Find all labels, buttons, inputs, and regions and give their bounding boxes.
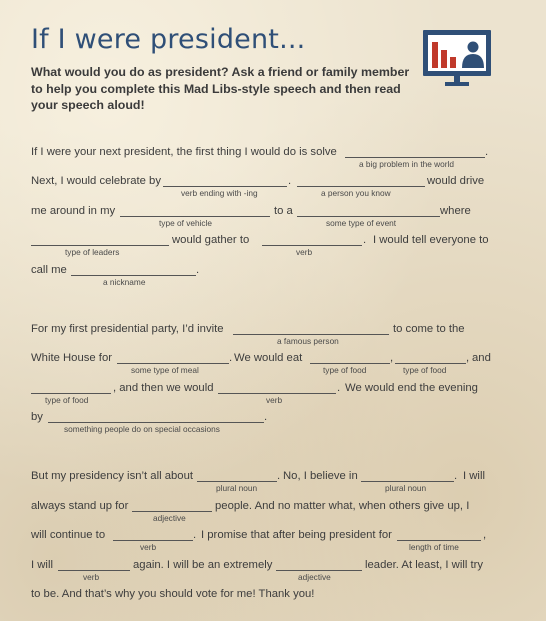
speech-text: No, I believe in [283, 470, 358, 482]
blank-hint: a person you know [321, 188, 391, 198]
blank-hint: verb [83, 572, 100, 582]
speech-text: by [31, 411, 43, 423]
speech-text: call me [31, 264, 67, 276]
speech-text: , [466, 352, 470, 364]
blank-hint: a big problem in the world [359, 159, 455, 169]
speech-text: to come to the [393, 323, 465, 335]
blank-hint: a nickname [103, 277, 146, 287]
speech-text: . [193, 529, 197, 541]
blank-line[interactable] [48, 422, 264, 423]
speech-text: leader. At least, I will try [365, 559, 484, 571]
speech-text: always stand up for [31, 500, 129, 512]
blank-hint: verb [266, 395, 283, 405]
speech-text: will continue to [31, 529, 106, 541]
blank-line[interactable] [31, 393, 111, 394]
speech-text: . [277, 470, 281, 482]
speech-text: and [472, 352, 491, 364]
speech-text: , [483, 529, 487, 541]
speech-text: For my first presidential party, I’d invite [31, 323, 224, 335]
speech-text: I promise that after being president for [201, 529, 392, 541]
blank-line[interactable] [276, 570, 362, 571]
speech-text: We would end the evening [345, 382, 478, 394]
blank-line[interactable] [397, 540, 481, 541]
blank-line[interactable] [218, 393, 336, 394]
speech-text: If I were your next president, the first thing I would do is solve [31, 146, 337, 158]
blank-hint: type of vehicle [159, 218, 213, 228]
blank-hint: verb ending with -ing [181, 188, 258, 198]
blank-hint: verb [140, 542, 157, 552]
blank-line[interactable] [233, 334, 389, 335]
blank-line[interactable] [58, 570, 130, 571]
speech-text: me around in my [31, 205, 116, 217]
blank-hint: adjective [153, 513, 186, 523]
speech-text: . [485, 146, 489, 158]
blank-hint: a famous person [277, 336, 339, 346]
speech-text: . [454, 470, 458, 482]
blank-hint: some type of event [326, 218, 397, 228]
speech-text: would gather to [172, 234, 250, 246]
speech-text: . [229, 352, 233, 364]
speech-text: . [288, 175, 292, 187]
blank-line[interactable] [132, 511, 212, 512]
blank-hint: some type of meal [131, 365, 199, 375]
speech-text: to a [274, 205, 293, 217]
speech-text: where [440, 205, 471, 217]
speech-text: White House for [31, 352, 112, 364]
blank-hint: verb [296, 247, 313, 257]
blank-hint: type of leaders [65, 247, 120, 257]
speech-text: I would tell everyone to [373, 234, 489, 246]
blank-hint: length of time [409, 542, 459, 552]
speech-text: We would eat [234, 352, 303, 364]
blank-hint: plural noun [216, 483, 258, 493]
blank-hint: type of food [403, 365, 447, 375]
blank-line[interactable] [163, 186, 287, 187]
speech-text: would drive [427, 175, 485, 187]
speech-text: people. And no matter what, when others give up, I [215, 500, 470, 512]
intro-text: What would you do as president? Ask a friend or family member to help you complete this Mad Libs-style speech and then read your speech aloud! [31, 65, 410, 112]
blank-line[interactable] [361, 481, 454, 482]
blank-line[interactable] [117, 363, 229, 364]
speech-text: I will [31, 559, 53, 571]
speech-text: , and then we would [113, 382, 214, 394]
speech-text: . [337, 382, 341, 394]
blank-line[interactable] [297, 216, 440, 217]
blank-hint: something people do on special occasions [64, 424, 220, 434]
speech-text: But my presidency isn’t all about [31, 470, 194, 482]
blank-hint: adjective [298, 572, 331, 582]
blank-line[interactable] [31, 245, 169, 246]
speech-text: . [363, 234, 367, 246]
blank-line[interactable] [197, 481, 277, 482]
blank-line[interactable] [262, 245, 362, 246]
presentation-chart-icon [421, 28, 493, 90]
speech-text: again. I will be an extremely [133, 559, 273, 571]
speech-text: Next, I would celebrate by [31, 175, 161, 187]
blank-line[interactable] [120, 216, 270, 217]
blank-line[interactable] [345, 157, 485, 158]
blank-line[interactable] [71, 275, 196, 276]
speech-text: . [196, 264, 200, 276]
speech-text: , [390, 352, 394, 364]
blank-line[interactable] [310, 363, 390, 364]
blank-hint: plural noun [385, 483, 427, 493]
speech-text: to be. And that’s why you should vote for me! Thank you! [31, 588, 315, 600]
speech-text: . [264, 411, 268, 423]
blank-hint: type of food [323, 365, 367, 375]
speech-text: I will [463, 470, 485, 482]
blank-line[interactable] [113, 540, 193, 541]
page-title: If I were president... [31, 24, 306, 55]
blank-hint: type of food [45, 395, 89, 405]
blank-line[interactable] [297, 186, 425, 187]
blank-line[interactable] [395, 363, 466, 364]
